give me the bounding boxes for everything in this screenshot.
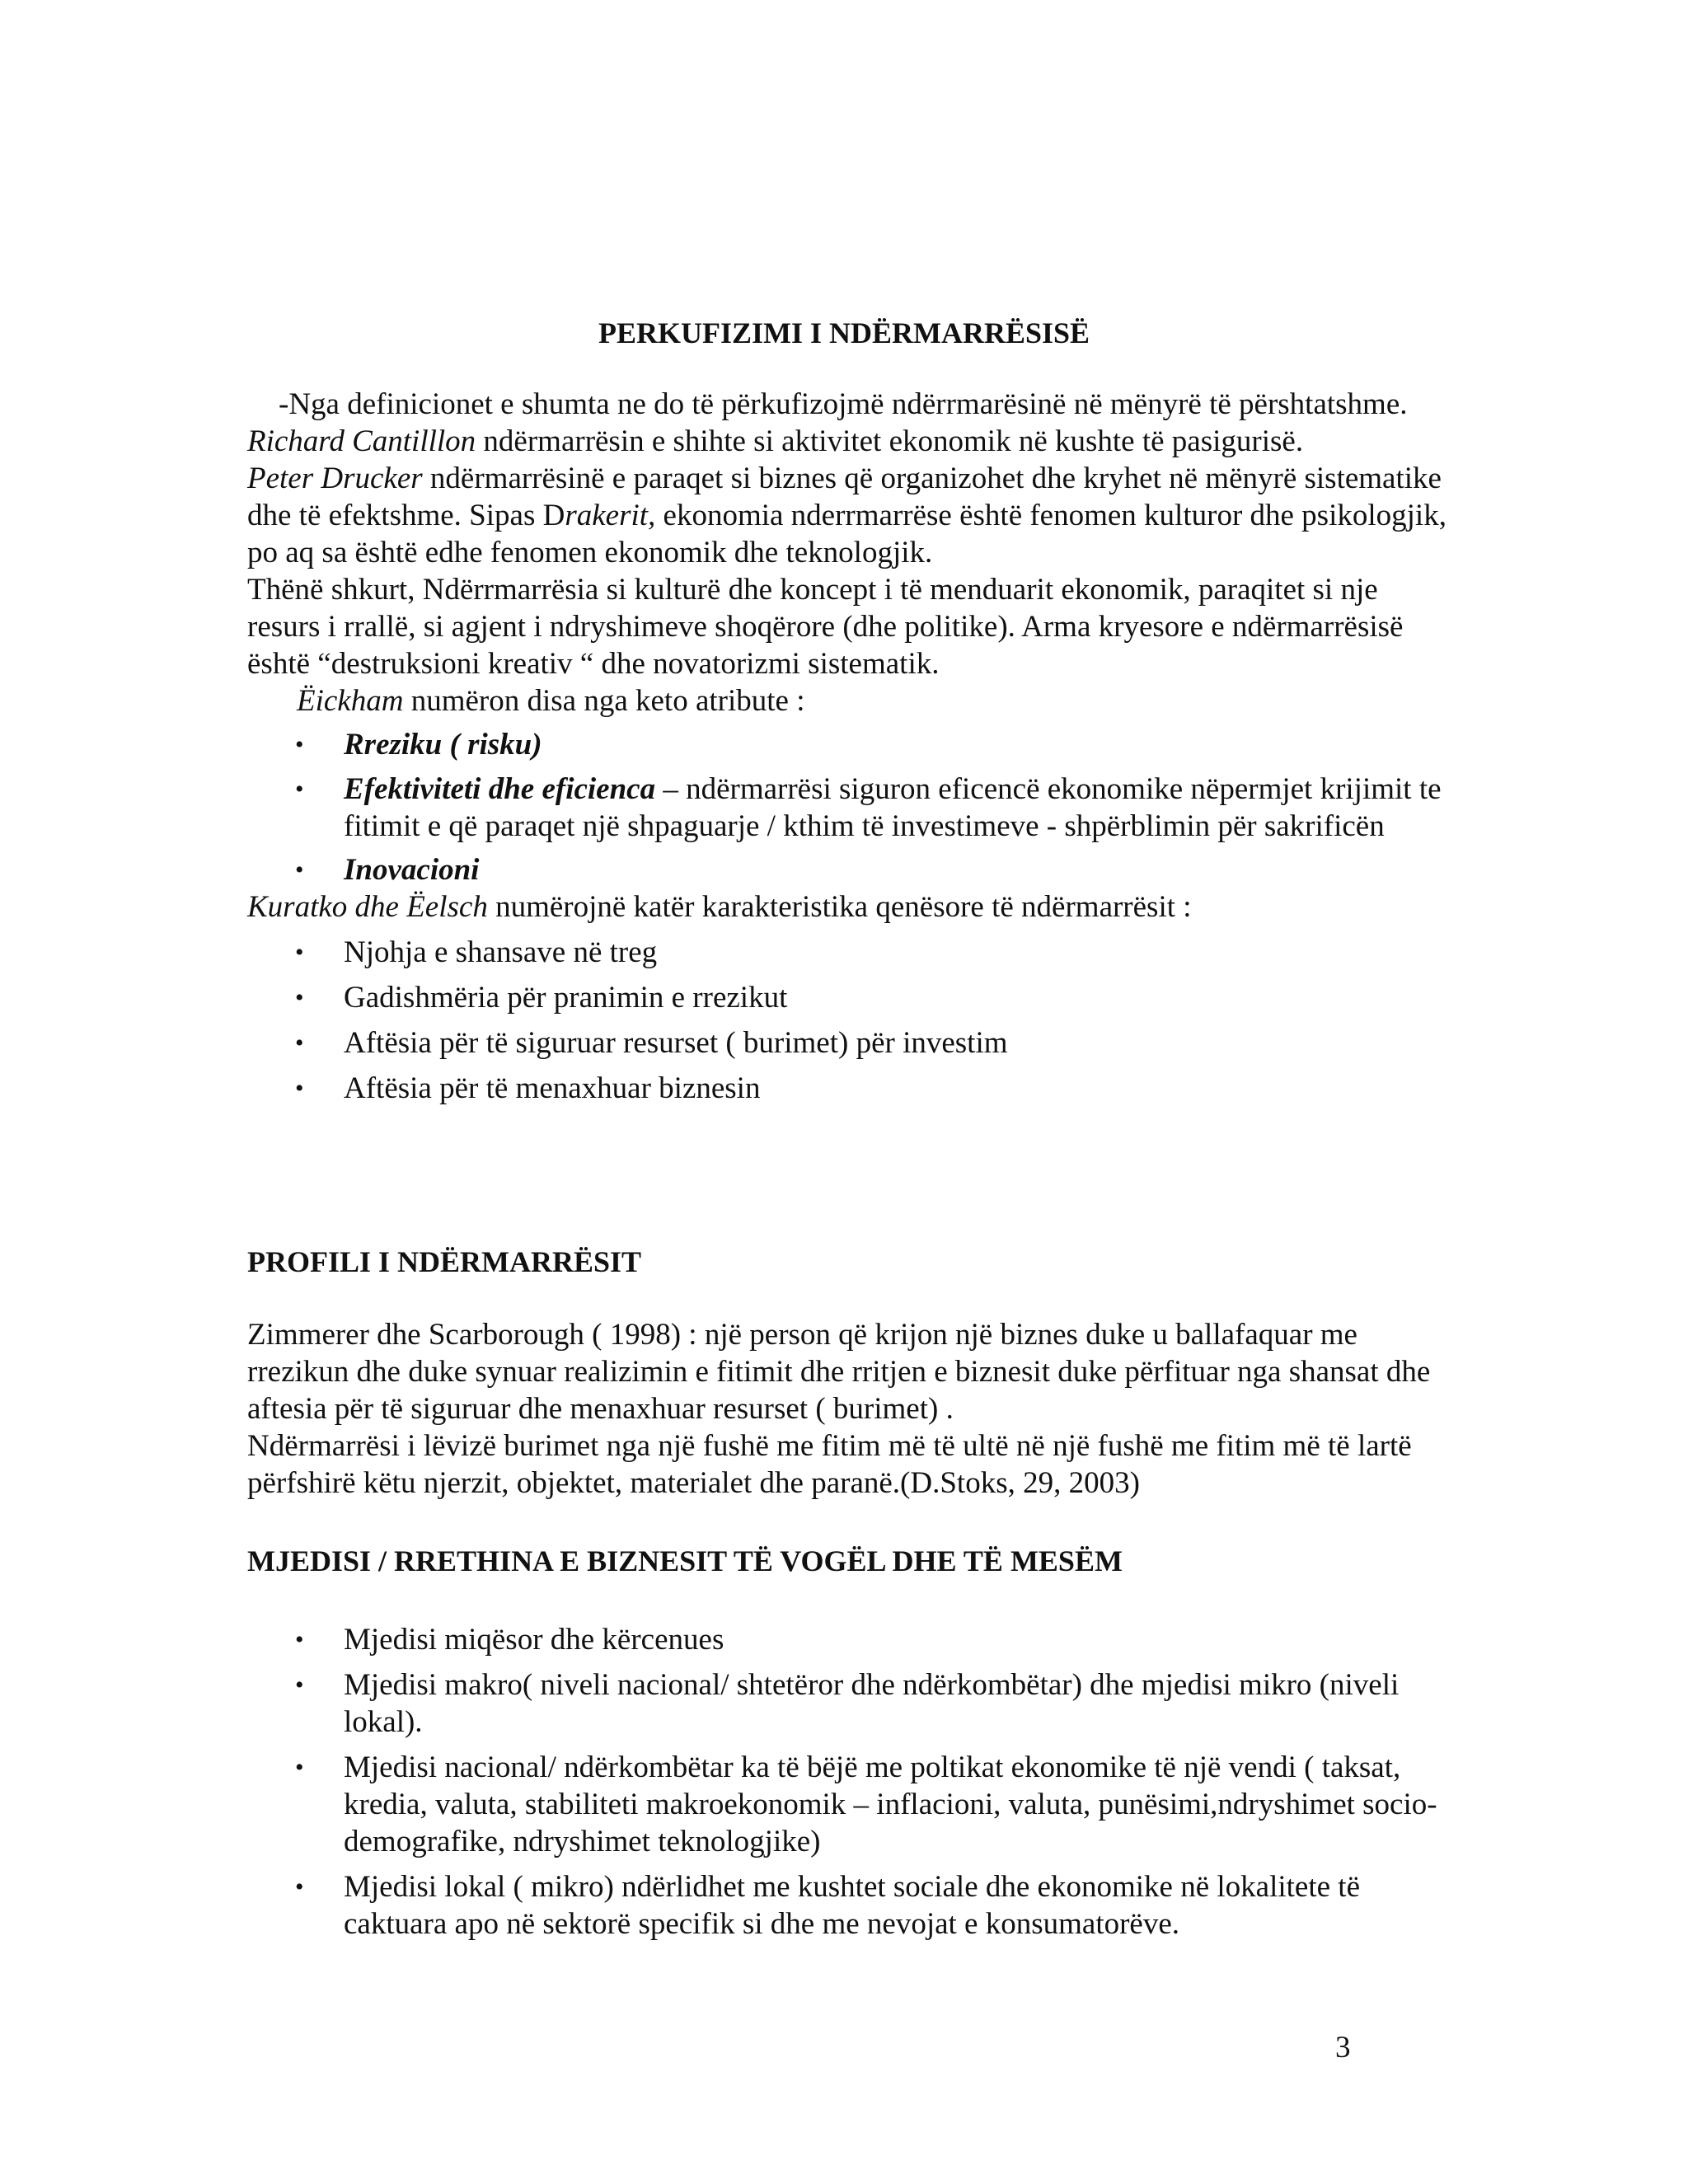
attribute-term: Rreziku ( risku) (344, 728, 542, 762)
attribute-term: Inovacioni (344, 853, 480, 887)
list-item: • Mjedisi lokal ( mikro) ndërlidhet me kushtet sociale dhe ekonomike në lokalitete të caktuara apo në sektorë specifik si dhe me nevojat e konsumatorëve. (295, 1870, 1360, 1941)
page-title: PERKUFIZIMI I NDËRMARRËSISË (598, 316, 1090, 349)
profile-paragraph: Zimmerer dhe Scarborough ( 1998) : një person që krijon një biznes duke u ballafaquar me rrezikun dhe duke synuar realizimin e fitimit dhe rritjen e biznesit duke përfituar nga shansat dhe aftesia për të siguruar dhe menaxhuar resurset ( burimet) . (247, 1318, 1431, 1426)
bullet-icon: • (295, 1754, 304, 1781)
drucker-text-2: ekonomia nderrmarrëse është fenomen kulturor dhe psikologjik, po aq sa është edhe fenomen ekonomik dhe teknologjik. (247, 499, 1447, 569)
attribute-desc: – ndërmarrësi siguron eficencë ekonomike nëpermjet krijimit te fitimit e që paraqet një shpaguarje / kthim të investimeve - shpërblimin për sakrificën (344, 772, 1442, 843)
list-item: • Mjedisi miqësor dhe kërcenues (295, 1623, 724, 1657)
kuratko-text: numërojnë katër karakteristika qenësore të ndërmarrësit : (487, 890, 1192, 924)
cantillon-text: ndërmarrësin e shihte si aktivitet ekonomik në kushte të pasigurisë. (476, 424, 1304, 458)
eickham-line (247, 682, 1451, 719)
profile-section (247, 1316, 1451, 1502)
list-item: • Aftësia për të siguruar resurset ( burimet) për investim (295, 1026, 1008, 1060)
list-item (247, 726, 1451, 763)
drucker-name: Peter Drucker (247, 462, 423, 495)
drucker-text: ndërmarrësinë e paraqet si biznes që organizohet dhe kryhet në mënyrë sistematike dhe të efektshme. Sipas D (247, 462, 1442, 532)
summary-paragraph: Thënë shkurt, Ndërrmarrësia si kulturë dhe koncept i të menduarit ekonomik, paraqitet si nje resurs i rrallë, si agjent i ndryshimeve shoqërore (dhe politike). Arma kryesore e ndërmarrësisë është “destruksioni kreativ “ dhe novatorizmi sistematik. (247, 573, 1404, 681)
intro-line: -Nga definicionet e shumta ne do të përkufizojmë ndërrmarësinë në mënyrë të përshtatshme. (279, 387, 1408, 421)
bullet-icon: • (295, 1075, 304, 1102)
bullet-icon: • (295, 776, 304, 803)
drakerit-word: rakerit, (565, 499, 656, 532)
list-item (247, 771, 1451, 845)
bullet-icon: • (295, 856, 304, 883)
bullet-icon: • (295, 1873, 304, 1900)
drucker-definition (247, 460, 1451, 571)
list-item: • Mjedisi makro( niveli nacional/ shtetëror dhe ndërkombëtar) dhe mjedisi mikro (niveli lokal). (295, 1668, 1400, 1739)
bullet-icon: • (295, 1029, 304, 1057)
section-heading-profile: PROFILI I NDËRMARRËSIT (247, 1245, 642, 1278)
page-number: 3 (1335, 2031, 1351, 2064)
kuratko-line (247, 888, 1451, 926)
bullet-icon: • (295, 1671, 304, 1699)
environment-list (247, 1621, 1451, 1943)
characteristics-list (247, 934, 1451, 1107)
cantillon-definition (247, 423, 1451, 460)
section-heading-environment: MJEDISI / RRETHINA E BIZNESIT TË VOGËL DHE TË MESËM (247, 1544, 1123, 1577)
list-item: • Gadishmëria për pranimin e rrezikut (295, 981, 788, 1015)
list-item: • Njohja e shansave në treg (295, 935, 658, 969)
bullet-icon: • (295, 939, 304, 966)
list-item: • Aftësia për të menaxhuar biznesin (295, 1071, 761, 1105)
bullet-icon: • (295, 984, 304, 1011)
environment-section (247, 1621, 1451, 1943)
kuratko-name: Kuratko dhe Ëelsch (247, 890, 488, 924)
list-item (247, 851, 1451, 888)
eickham-text: numëron disa nga keto atribute : (403, 684, 805, 718)
attribute-term: Efektiviteti dhe eficienca (344, 772, 656, 806)
bullet-icon: • (295, 731, 304, 758)
profile-paragraph-2: Ndërmarrësi i lëvizë burimet nga një fushë me fitim më të ultë në një fushë me fitim më të lartë përfshirë këtu njerzit, objektet, materialet dhe paranë.(D.Stoks, 29, 2003) (247, 1429, 1412, 1500)
bullet-icon: • (295, 1626, 304, 1653)
cantillon-name: Richard Cantilllon (247, 424, 476, 458)
intro-section (247, 386, 1451, 1107)
attribute-list (247, 726, 1451, 888)
eickham-name: Ëickham (297, 684, 404, 718)
list-item: • Mjedisi nacional/ ndërkombëtar ka të bëjë me poltikat ekonomike të një vendi ( taksat, kredia, valuta, stabiliteti makroekonomik – inflacioni, valuta, punësimi,ndryshimet socio-demografike, ndryshimet teknologjike) (295, 1750, 1437, 1858)
